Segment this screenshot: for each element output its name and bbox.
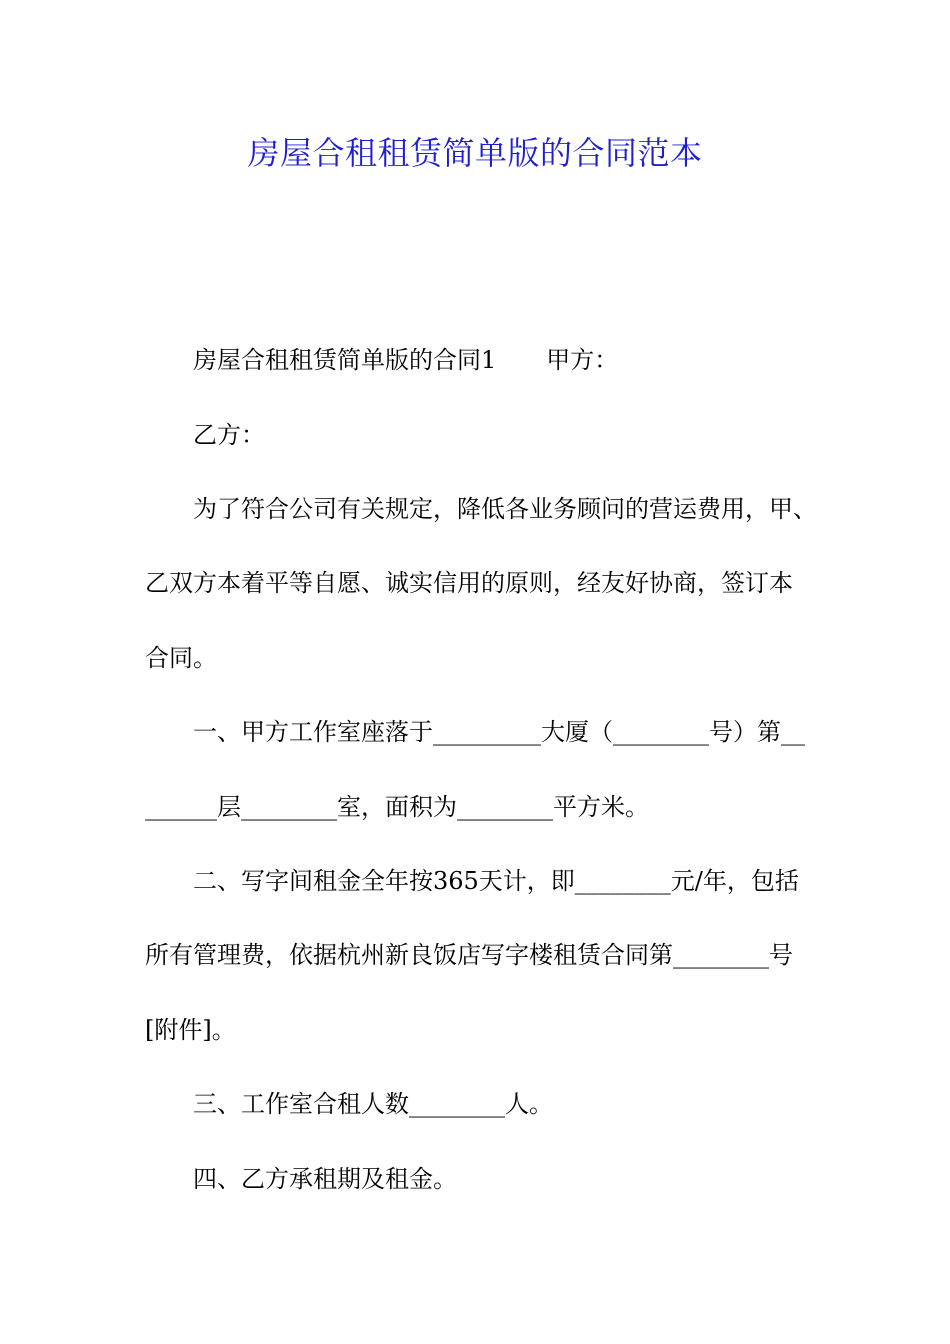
party-a-label: 甲方：: [546, 346, 619, 374]
clause-2-line: [附件]。: [145, 1016, 236, 1044]
clause-2-line: 二、写字间租金全年按365天计，即________元/年，包括: [193, 867, 799, 895]
clause-2-line: 所有管理费，依据杭州新良饭店写字楼租赁合同第________号: [145, 941, 793, 969]
clause-3-line: 三、工作室合租人数________人。: [193, 1090, 553, 1118]
contract-heading-line: [193, 345, 618, 375]
document-title: 房屋合租租赁简单版的合同范本: [247, 134, 703, 172]
clause-1-line: ______层________室，面积为________平方米。: [145, 793, 649, 821]
paragraph-line: 乙双方本着平等自愿、诚实信用的原则，经友好协商，签订本: [145, 569, 793, 597]
clause-4-line: 四、乙方承租期及租金。: [193, 1165, 457, 1193]
clause-1-line: 一、甲方工作室座落于_________大厦（________号）第__: [193, 718, 805, 746]
paragraph-line: 为了符合公司有关规定，降低各业务顾问的营运费用，甲、: [193, 495, 817, 523]
party-b-label: 乙方：: [193, 421, 265, 449]
paragraph-line: 合同。: [145, 644, 217, 672]
contract-subtitle: 房屋合租租赁简单版的合同1: [193, 346, 497, 374]
